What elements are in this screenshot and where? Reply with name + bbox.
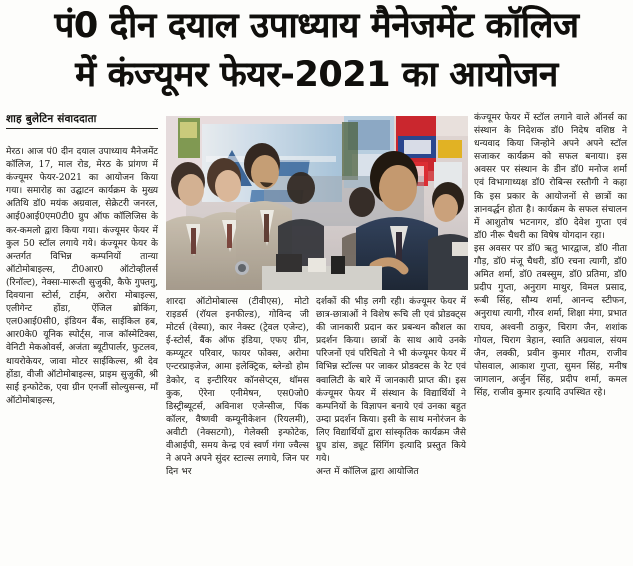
paragraph: कंज्यूमर फेयर में स्टॉल लगाने वाले ऑनर्स का संस्थान के निदेशक डॉ0 निदेष वशिष्ठ ने धन्यवाद किया जिन्होने अपने अपने स्टॉल सजाकर कार्यक्रम को सफल बनाया। इस अवसर पर संस्थान के डीन डॉ0 मनोज शर्मा एवं विभागाध्यक्ष डॉ0 रोबिन्स रस्तौगी ने कहा कि इस प्रकार के आयोजनों से छात्रों का ज्ञानवर्द्धन होता है। कार्यक्रम के सफल संचालन में आशुतोष भटनागर, डॉ0 देवेश गुप्ता एवं डॉ0 नीरू चैधरी का विषेष योगदान रहा। (474, 113, 627, 241)
headline-line-1: पं0 दीन दयाल उपाध्याय मैनेजमेंट कॉलिज (54, 6, 579, 46)
body-column-1 (6, 146, 158, 408)
byline: शाह बुलेटिन संवाददाता (6, 113, 97, 125)
body-column-2 (166, 296, 309, 479)
byline-divider (6, 128, 158, 129)
photograph-image (166, 116, 468, 290)
paragraph: शारदा ऑटोमोबाल्स (टीवीएस), मोटो राइडर्स (रॉयल इनफील्ड), गोविन्द जी मोटर्स (वेस्पा), कार नेक्स्ट (ट्रेवल एजेन्ट), ई-स्टोर्स, बैंक ऑफ इंडिया, एफए ग्रीन, कम्प्यूटर परिवार, फायर फोक्स, अरोमा एन्टरप्राइजेज, आमा इलेक्ट्रिक, ब्लेन्डो होम डेकोर, द इन्टीरियर कॉनसेप्ट्स, थॉमस कुक, ऐरेना एनीमेषन, एस0जो0 डिस्ट्रीब्यूटर्स, अविनाश एजेन्सीज, पिंक कॉलर, वैष्णवी कम्यूनीकेशन (रियलमी), अवीटी (नेक्सटगो), गेलेक्सी इन्फोटेक, वीआईपी, समय केन्द्र एवं स्वर्ण गंगा ज्वैल्स ने अपने अपने सुंदर स्टाल्स लगाये, जिन पर दिन भर (166, 297, 309, 478)
page-title (0, 2, 633, 100)
paragraph: इस अवसर पर डॉ0 ऋतु भारद्वाज, डॉ0 नीता गौड़, डॉ0 मंजू चैधरी, डॉ0 रचना त्यागी, डॉ0 अमित शर्मा, डॉ0 तबस्सुम, डॉ0 प्रतिमा, डॉ0 प्रदीप गुप्ता, अनुराग माथुर, विमल प्रसाद, रूबी सिंह, सौम्य शर्मा, आनन्द स्टीफन, अनुराधा त्यागी, गौरव शर्मा, शिक्षा मंगा, प्रभात राघव, अश्वनी ठाकुर, चिराग जैन, शशांक गोयल, चिराग त्रेहान, स्वाति अग्रवाल, संयम जैन, लक्की, प्रवीन कुमार गौतम, राजीव पोसवाल, आकाश गुप्ता, सुमन सिंह, मनीष जागलान, अर्जुन सिंह, प्रदीप शर्मा, कमल सिंह, राजीव कुमार इत्यादि उपस्थित रहे। (474, 243, 627, 398)
body-column-4 (474, 112, 627, 400)
headline-line-2: में कंज्यूमर फेयर-2021 का आयोजन (75, 55, 558, 95)
paragraph: दर्शकों की भीड़ लगी रही। कंज्यूमर फेयर में छात्र-छात्राओं ने विशेष रूचि ली एवं प्रोडक्ट्स की जानकारी प्रदान कर प्रबन्धन कौशल का प्रदर्शन किया। छात्रों के साथ आये उनके परिजनों एवं परिचितो ने भी कंज्यूमर फेयर में विभिन्न स्टॉल्स पर जाकर प्रोडक्टस के रेट एवं क्वालिटी के बारे में जानकारी प्राप्त की। इस कंज्यूमर फेयर में संस्थान के विद्यार्थियों ने कम्पनियों के विज्ञापन बनाये एवं उनका बहुत उम्दा प्रदर्शन किया। इसी के साथ मनोरंजन के लिए विद्यार्थियों द्वारा सांस्कृतिक कार्यक्रम जैसे ग्रुप डांस, ड्यूट सिंगिंग इत्यादि प्रस्तुत किये गये। (316, 297, 466, 465)
paragraph: मेरठ। आज पं0 दीन दयाल उपाध्याय मैनेजमेंट कॉलिज, 17, माल रोड, मेरठ के प्रांगण में कंज्यूमर फेयर-2021 का आयोजन किया गया। समारोह का उद्घाटन कार्यक्रम के मुख्य अतिथि डॉ0 मयंक अग्रवाल, सेक्रेटरी जनरल, आई0आई0एम0टी0 ग्रुप ऑफ कॉलिजिस के कर-कमलो द्वारा किया गया। कंज्यूमर फेयर में कुल 50 स्टॉल लगाये गये। कंज्यूमर फेयर के अन्तर्गत विभिन्न कम्पनियों तान्या ऑटोमोबाइल्स, टी0आर0 ऑटोव्हीलर्स (रिनॉल्ट), नेक्सा-मारूती सुजुकी, कैफे गुफ्तगु, दिवयाना स्टोर्स, टाईम, अरोरा मोबाइल्स, एलीगेन्ट होंडा, ऐंजिल ब्रोकिंग, एल0आई0सी0, इंडियन बैंक, साईकिल हब, आर0के0 यूनिक स्पोर्ट्स, नाज कॉस्मेटिक्स, वेनिटी मेकओवर्स, अजंता ब्यूटीपार्लर, फुटलव, थायरोकेयर, जावा मोटर साईकिल्स, श्री देव होंडा, वीजी ऑटोमोबाइल्स, प्राइम सुजुकी, श्री साई इन्फोटेक, एवा ग्रीन एनर्जी सोल्युसन्स, माँ ऑटोमोबाइल्स, (6, 147, 158, 406)
paragraph: अन्त में कॉलिज द्वारा आयोजित (316, 467, 419, 478)
byline-block (6, 112, 158, 129)
consumer-fair-photograph (166, 116, 468, 290)
body-column-3 (316, 296, 466, 479)
